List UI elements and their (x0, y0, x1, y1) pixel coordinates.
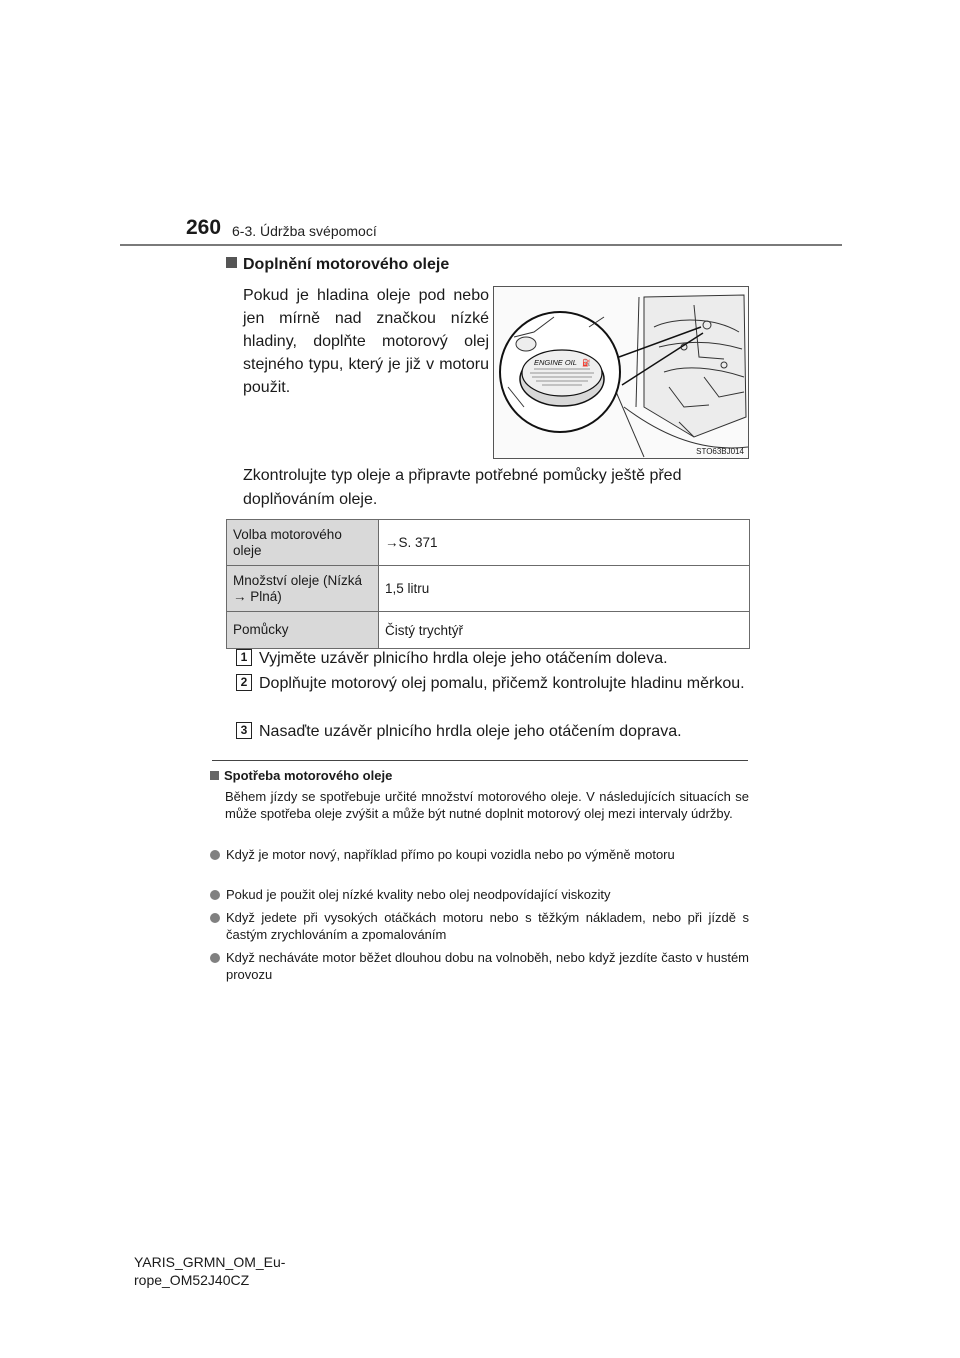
document-id-line-2: rope_OM52J40CZ (134, 1272, 250, 1288)
notes-body: Během jízdy se spotřebuje určité množství motorového oleje. V následujících situacích se může spotřeba oleje zvýšit a může být nutné doplnit motorový olej mezi intervaly údržby. (225, 789, 749, 821)
table-label: Množství oleje (Nízká → Plná) (227, 566, 379, 612)
oil-spec-table (226, 519, 750, 649)
notes-title-text: Spotřeba motorového oleje (224, 768, 393, 783)
cap-label: ENGINE OIL (534, 358, 577, 367)
engine-oil-cap-illustration (493, 286, 749, 459)
step-text: Doplňujte motorový olej pomalu, přičemž kontrolujte hladinu měrkou. (259, 675, 745, 692)
list-item-text: Když je motor nový, například přímo po koupi vozidla nebo po výměně motoru (226, 847, 675, 862)
notes-divider (212, 760, 748, 761)
page-number: 260 (186, 216, 222, 239)
table-value: →S. 371 (379, 520, 750, 566)
square-bullet-icon (210, 771, 219, 780)
list-item-text: Pokud je použit olej nízké kvality nebo olej neodpovídající viskozity (226, 887, 611, 902)
engine-bay-drawing (494, 287, 748, 458)
step-number-icon: 3 (236, 722, 252, 739)
table-value: 1,5 litru (379, 566, 750, 612)
table-value: Čistý trychtýř (379, 612, 750, 649)
table-label: Volba motorového oleje (227, 520, 379, 566)
step-text: Nasaďte uzávěr plnicího hrdla oleje jeho otáčením doprava. (259, 723, 682, 740)
step-text: Vyjměte uzávěr plnicího hrdla oleje jeho otáčením doleva. (259, 650, 668, 667)
intro-paragraph: Pokud je hladina oleje pod nebo jen mírně nad značkou nízké hladiny, doplňte motorový olej stejného typu, který je již v motoru použit. (243, 287, 489, 396)
table-row (227, 612, 750, 649)
step-number-icon: 2 (236, 674, 252, 691)
circle-bullet-icon (210, 913, 220, 923)
step-number-icon: 1 (236, 649, 252, 666)
circle-bullet-icon (210, 850, 220, 860)
circle-bullet-icon (210, 890, 220, 900)
table-row (227, 566, 750, 612)
notes-title (210, 768, 392, 783)
table-row (227, 520, 750, 566)
document-id-line-1: YARIS_GRMN_OM_Eu- (134, 1254, 286, 1270)
figure-id: STO63BJ014 (696, 447, 744, 456)
section-heading (226, 256, 449, 274)
header-divider (120, 244, 842, 246)
check-paragraph: Zkontrolujte typ oleje a připravte potřebné pomůcky ještě před doplňováním oleje. (243, 467, 682, 508)
section-title: 6-3. Údržba svépomocí (232, 223, 377, 239)
document-id (134, 1253, 285, 1289)
table-label: Pomůcky (227, 612, 379, 649)
oil-can-icon: ⛽ (582, 360, 591, 367)
square-bullet-icon (226, 257, 237, 268)
section-heading-text: Doplnění motorového oleje (243, 256, 450, 273)
list-item-text: Když jedete při vysokých otáčkách motoru nebo s těžkým nákladem, nebo při jízdě s častým zrychlováním a zpomalováním (226, 910, 749, 942)
circle-bullet-icon (210, 953, 220, 963)
list-item-text: Když necháváte motor běžet dlouhou dobu na volnoběh, nebo když jezdíte často v hustém provozu (226, 950, 749, 982)
